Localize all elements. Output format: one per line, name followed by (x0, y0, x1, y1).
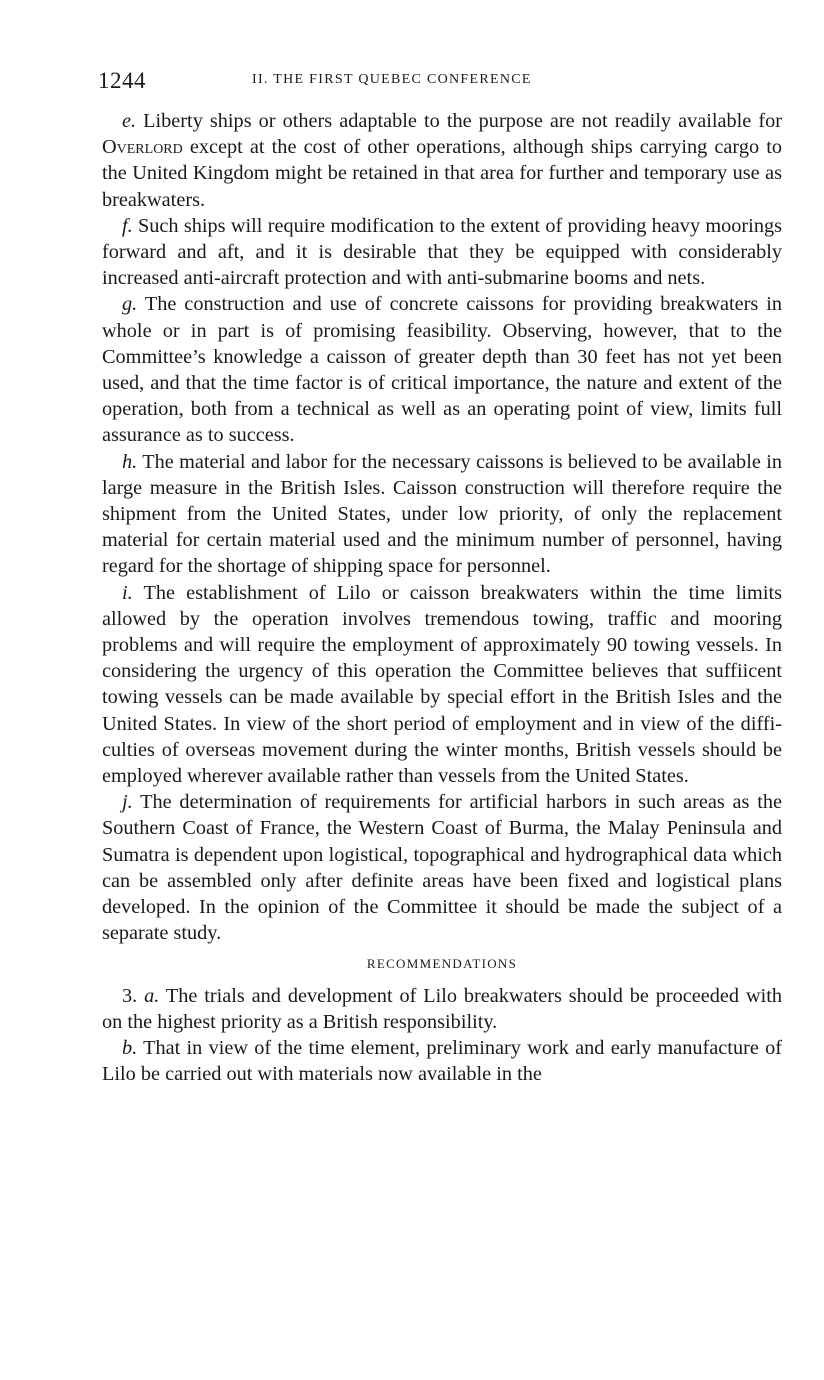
paragraph-label: b. (122, 1036, 138, 1059)
paragraph-label: g. (122, 293, 138, 316)
paragraph-text: The trials and development of Lilo breakwaters should be proceeded with on the highest priority as a British responsibility. (102, 984, 782, 1033)
recommendation-3a (102, 983, 782, 1035)
running-title: II. THE FIRST QUEBEC CONFERENCE (252, 72, 532, 87)
paragraph-label: a. (144, 984, 160, 1007)
paragraph-j (102, 789, 782, 946)
paragraph-text: except at the cost of other operations, although ships carrying cargo to the United Kingdom might be retained in that area for further and temporary use as breakwaters. (102, 136, 782, 211)
paragraph-text: That in view of the time element, preliminary work and early manufacture of Lilo be carried out with materials now available in the (102, 1036, 782, 1086)
body-text (102, 108, 782, 1087)
paragraph-text: The material and labor for the necessary caissons is believed to be available in large measure in the British Isles. Caisson construction will therefore require the shipment from the United States, under low priority, of only the replacement material for certain material used and the minimum number of personnel, having regard for the shortage of shipping space for personnel. (102, 450, 782, 578)
page-number: 1244 (98, 68, 146, 93)
section-heading: RECOMMENDATIONS (366, 955, 518, 971)
paragraph-text: The construction and use of concrete caissons for providing breakwaters in whole or in part is of promising feasibility. Observing, however, that to the Committee’s knowledge a caisson of greater depth than 30 feet has not yet been used, and that the time factor is of critical importance, the nature and extent of the operation, both from a technical as well as an operating point of view, limits full assurance as to success. (102, 293, 782, 447)
paragraph-h (102, 449, 782, 580)
paragraph-e (102, 108, 782, 213)
paragraph-text: Such ships will require modification to the extent of providing heavy moorings forward and aft, and it is desirable that they be equipped with considerably increased anti-aircraft protection and with anti-submarine booms and nets. (102, 214, 782, 290)
operation-name: Overlord (102, 136, 183, 159)
paragraph-label: f. (122, 214, 133, 237)
running-header (98, 64, 782, 100)
paragraph-i (102, 580, 782, 790)
paragraph-f (102, 213, 782, 292)
paragraph-label: e. (122, 110, 137, 132)
paragraph-text: The establishment of Lilo or caisson breakwaters within the time limits allowed by the operation involves tremendous towing, traffic and mooring problems and will require the employment of approximately 90 towing vessels. In considering the urgency of this operation the Committee believes that suffiicent towing vessels can be made available by special effort in the British Isles and the United States. In view of the short period of employment and in view of the difficulties of overseas movement during the winter months, British vessels should be employed wherever available rather than vessels from the United States. (102, 581, 782, 788)
paragraph-g (102, 291, 782, 448)
recommendation-number: 3. (122, 984, 145, 1007)
document-page (98, 64, 782, 1087)
paragraph-text: The determination of requirements for artificial harbors in such areas as the Southern Coast of France, the Western Coast of Burma, the Malay Peninsula and Sumatra is dependent upon logistical, topographical and hydrographical data which can be assembled only after definite areas have been fixed and logistical plans developed. In the opinion of the Committee it should be made the subject of a separate study. (102, 791, 782, 945)
paragraph-text: Liberty ships or others adaptable to the purpose are not readily available for (136, 110, 782, 132)
paragraph-label: h. (122, 450, 138, 473)
paragraph-label: i. (122, 581, 133, 604)
recommendation-3b (102, 1035, 782, 1087)
paragraph-label: j. (122, 791, 133, 814)
